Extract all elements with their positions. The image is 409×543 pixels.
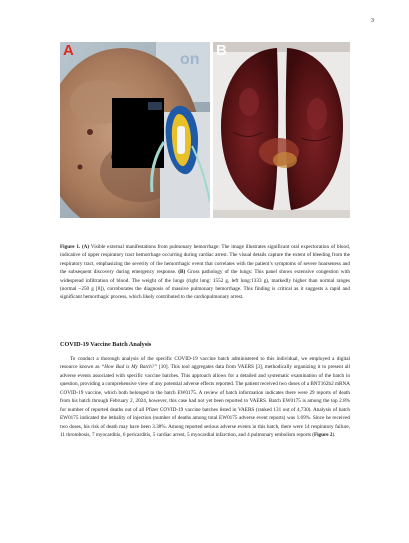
figure-panel-a	[60, 42, 210, 218]
body-text-part-3: ).	[332, 432, 336, 439]
figure-panel-b	[213, 42, 350, 218]
svg-text:on: on	[180, 51, 200, 68]
page-number: 3	[371, 18, 374, 24]
body-text-part-2: [10]. This tool aggregates data from VAERS [3], methodically organizing it to present all adverse events associated with specific vaccine batches. This approach allows for a detailed and systematic examination of the batch in question, providing a comprehensive view of any potential adverse effects reported. The patient received two doses of a BNT162b2 mRNA COVID-19 vaccine, which both belonged to the batch EW0175. A review of batch information indicates there were 29 reports of death from his batch through February 2, 2024, however, this case had not yet been reported to VAERS. Batch EW0175 is among the top 2.8% for number of reported deaths out of all Pfizer COVID-19 vaccine batches listed in VAERS (ranked 131 out of 4,730). Analysis of batch EW0175 indicated the lethality of injection (number of deaths among total EW0175 adverse event reports) was 1.69%. Since he received two doses, his risk of death may have been 3.38%. Among reported serious adverse events in this batch, there were 14 respiratory failure, 11 thrombosis, 7 myocarditis, 6 pericarditis, 5 cardiac arrest, 5 myocardial infarction, and 4 pulmonary embolism reports (	[60, 364, 350, 439]
panel-a-image	[60, 42, 210, 218]
caption-label: Figure 1.	[60, 244, 81, 250]
panel-b-label: B	[216, 42, 227, 59]
body-paragraph	[60, 355, 350, 440]
caption-text-b: Gross pathology of the lungs: This panel shows extensive congestion with widespread infiltration of blood. The weight of the lungs (right lung: 1552 g, left lung:1333 g), markedly higher than normal ranges (normal ~250 g [8]), corroborates the diagnosis of massive pulmonary hemorrhage. This finding is critical as it suggests a rapid and significant hemorrhagic process, which likely contributed to the cardiopulmonary arrest.	[60, 269, 350, 301]
caption-b-marker: (B)	[178, 269, 186, 276]
panel-a-label: A	[63, 42, 74, 59]
figure-1	[60, 42, 350, 218]
caption-a-marker: (A)	[81, 244, 90, 250]
panel-b-image	[213, 42, 350, 218]
tool-name: “How Bad is My Batch?”	[101, 364, 158, 371]
section-heading: COVID-19 Vaccine Batch Analysis	[60, 341, 152, 348]
caption-text-a: Visible external manifestations from pulmonary hemorrhage: The image illustrates significant oral expectoration of blood, indicative of upper respiratory tract hemorrhage occurring during cardiac arrest. The visual details capture the extent of bleeding from the respiratory tract, emphasizing the severity of the hemorrhagic event that correlates with the patient’s symptoms of severe hoarseness and the subsequent discovery during emergency response.	[60, 244, 350, 276]
body-text-part-1: To conduct a thorough analysis of the specific COVID-19 vaccine batch administered to this individual, we employed a digital resource known as	[60, 356, 350, 371]
figure-caption	[60, 243, 350, 302]
figure-reference: Figure 2	[313, 432, 333, 439]
